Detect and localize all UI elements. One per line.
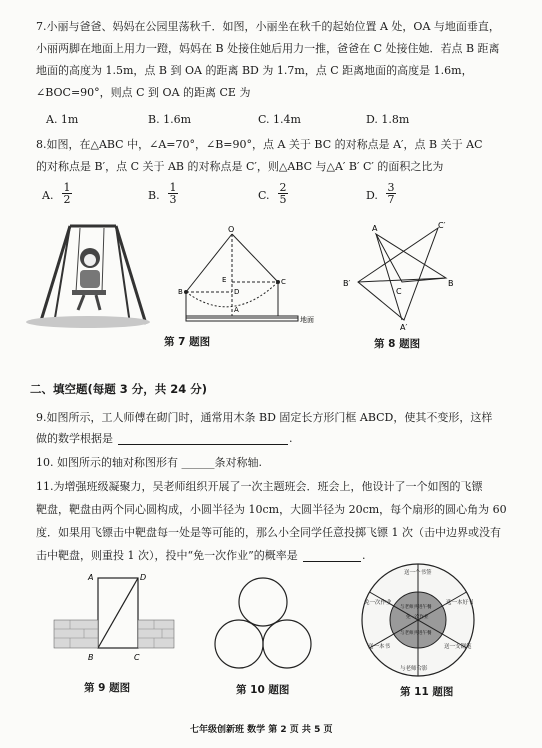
fig7-label-o: O — [228, 225, 235, 234]
fig8-label-c: C — [396, 287, 402, 296]
q8-line1: 8.如图，在△ABC 中，∠A=70°，∠B=90°，点 A 关于 BC 的对称点是 A′，点 B 关于 AC — [36, 138, 483, 151]
q9-answer-blank — [118, 444, 288, 445]
fig11-inner-sector-2: 免一次作业 — [406, 615, 429, 620]
q7-option-c: C. 1.4m — [258, 113, 301, 126]
fig10-caption: 第 10 题图 — [236, 684, 290, 696]
fig8-label-a-prime: A′ — [400, 323, 408, 332]
q8-option-d-fraction: $\frac{3}{7}$ — [387, 181, 395, 206]
fig7-caption: 第 7 题图 — [164, 336, 211, 348]
fig11-dartboard — [358, 560, 478, 680]
q8-line2: 的对称点是 B′，点 C 关于 AB 的对称点是 C′，则△ABC 与△A′ B′ C′ 的面积之比为 — [36, 160, 444, 173]
fig7-label-ground: 地面 — [300, 316, 314, 324]
fig8-label-b-prime: B′ — [343, 279, 351, 288]
fig8-diagram — [338, 220, 468, 332]
fig8-caption: 第 8 题图 — [374, 338, 421, 350]
q8-option-d-letter: D. — [366, 189, 378, 202]
fig7-label-c: C — [281, 278, 286, 286]
swing-illustration — [18, 218, 160, 330]
q8-option-a-letter: A. — [42, 189, 54, 202]
q7-option-a: A. 1m — [46, 113, 79, 126]
q7-line2: 小丽两脚在地面上用力一蹬，妈妈在 B 处接住她后用力一推，爸爸在 C 处接住她．若点 B 距离 — [36, 42, 500, 55]
fig9-caption: 第 9 题图 — [84, 682, 131, 694]
fig8-label-a: A — [372, 224, 378, 233]
q11-line3: 度．如果用飞镖击中靶盘每一处是等可能的，那么小全同学任意投掷飞镖 1 次（击中边界或没有 — [36, 526, 501, 539]
fig11-inner-sector-3: 与老师共进午餐 — [400, 631, 432, 636]
fig7-label-e: E — [222, 276, 227, 284]
fig9-label-c: C — [134, 653, 140, 662]
q8-option-c-letter: C. — [258, 189, 270, 202]
section2-title: 二、填空题(每题 3 分，共 24 分) — [30, 382, 208, 396]
fig7-label-a: A — [234, 306, 239, 314]
q7-line3: 地面的高度为 1.5m，点 B 到 OA 的距离 BD 为 1.7m，点 C 距离地面的高度是 1.6m， — [36, 64, 473, 77]
fig11-inner-sector-1: 与老师共进午餐 — [400, 605, 432, 610]
q8-option-a-fraction: $\frac{1}{2}$ — [63, 181, 71, 206]
fig11-outer-sector-3: 与老师合影 — [400, 666, 428, 672]
q8-option-b-letter: B. — [148, 189, 160, 202]
q8-option-b-fraction: $\frac{1}{3}$ — [169, 181, 177, 206]
fig9-label-a: A — [88, 573, 94, 582]
fig11-outer-sector-6: 送一本书 — [368, 644, 391, 650]
q11-line2: 靶盘，靶盘由两个同心圆构成，小圆半径为 10cm，大圆半径为 20cm，每个扇形的圆心角为 60 — [36, 503, 507, 516]
fig11-outer-sector-4: 送一支钢笔 — [444, 644, 472, 650]
q11-line1: 11.为增强班级凝聚力，吴老师组织开展了一次主题班会．班会上，他设计了一个如图的飞镖 — [36, 480, 483, 493]
exam-page: 7.小丽与爸爸、妈妈在公园里荡秋千．如图，小丽坐在秋千的起始位置 A 处，OA 与地面垂直， 小丽两脚在地面上用力一蹬，妈妈在 B 处接住她后用力一推，爸爸在 C 处接住她．若点 B 距离 地面的高度为 1.5m，点 B 到 OA 的距离 BD 为 1.7m，点 C 距离地面的高度是 1.6m， ∠BOC=90°，则点 C 到 OA 的距离 CE 为 A. 1m B. 1.6m C. 1.4m D. 1.8m 8.如图，在△ABC 中，∠A=70°，∠B=90°，点 A 关于 BC 的对称点是 A′，点 B 关于 AC 的对称点是 B′，点 C 关于 AB 的对称点是 C′，则△ABC 与△A′ B′ C′ 的面积之比为 A. $\frac{1}{2}$ B. $\frac{1}{3}$ C. $\frac{2}{5}$ D. $\frac{3}{7}$ O E D A B C 地面 A C′ B′ C B A′ 第 7 题图 第 8 题图 二、填空题(每题 3 分，共 24 分) 9.如图所示，工人师傅在砌门时，通常用木条 BD 固定长方形门框 ABCD，使其不变形，这样 做的数学根据是 . 10. 如图所示的轴对称图形有 ______条对称轴. 11.为增强班级凝聚力，吴老师组织开展了一次主题班会．班会上，他设计了一个如图的飞镖 靶盘，靶盘由两个同心圆构成，小圆半径为 10cm，大圆半径为 20cm，每个扇形的圆心角为 60 度．如果用飞镖击中靶盘每一处是等可能的，那么小全同学任意投掷飞镖 1 次（击中边界或没有 击中靶盘，则重投 1 次），投中“免一次作业”的概率是 . A D B C 送一个书签 选一本好书 与老师合影 送一支钢笔 免一次作业 送一本书 与老师共进午餐 免一次作业 与老师共进午餐 第 9 题图 第 10 题图 第 11 题图 七年级创新班 数学 第 2 页 共 5 页 — [0, 0, 542, 748]
fig11-outer-sector-2: 选一本好书 — [446, 600, 474, 606]
q7-line4: ∠BOC=90°，则点 C 到 OA 的距离 CE 为 — [36, 86, 251, 99]
q8-option-c-fraction: $\frac{2}{5}$ — [279, 181, 287, 206]
fig11-outer-sector-5: 免一次作业 — [364, 600, 392, 606]
fig8-label-c-prime: C′ — [438, 221, 446, 230]
q9-line2: 做的数学根据是 — [36, 432, 113, 445]
fig11-outer-sector-1: 送一个书签 — [404, 570, 432, 576]
page-footer: 七年级创新班 数学 第 2 页 共 5 页 — [190, 725, 333, 735]
fig7-label-d: D — [234, 288, 240, 296]
q10-line1: 10. 如图所示的轴对称图形有 ______条对称轴. — [36, 456, 262, 469]
fig10-diagram — [208, 574, 318, 674]
fig9-label-b: B — [88, 653, 94, 662]
fig11-caption: 第 11 题图 — [400, 686, 454, 698]
q9-line1: 9.如图所示，工人师傅在砌门时，通常用木条 BD 固定长方形门框 ABCD，使其不变形，这样 — [36, 411, 493, 424]
q11-answer-blank — [303, 561, 361, 562]
fig9-diagram — [50, 570, 178, 666]
q7-line1: 7.小丽与爸爸、妈妈在公园里荡秋千．如图，小丽坐在秋千的起始位置 A 处，OA 与地面垂直， — [36, 20, 500, 33]
fig7-label-b: B — [178, 288, 183, 296]
q7-option-b: B. 1.6m — [148, 113, 192, 126]
fig9-label-d: D — [140, 573, 147, 582]
fig8-label-b: B — [448, 279, 454, 288]
fig7-diagram — [170, 222, 320, 330]
q11-line4: 击中靶盘，则重投 1 次），投中“免一次作业”的概率是 — [36, 549, 298, 562]
q7-option-d: D. 1.8m — [366, 113, 410, 126]
